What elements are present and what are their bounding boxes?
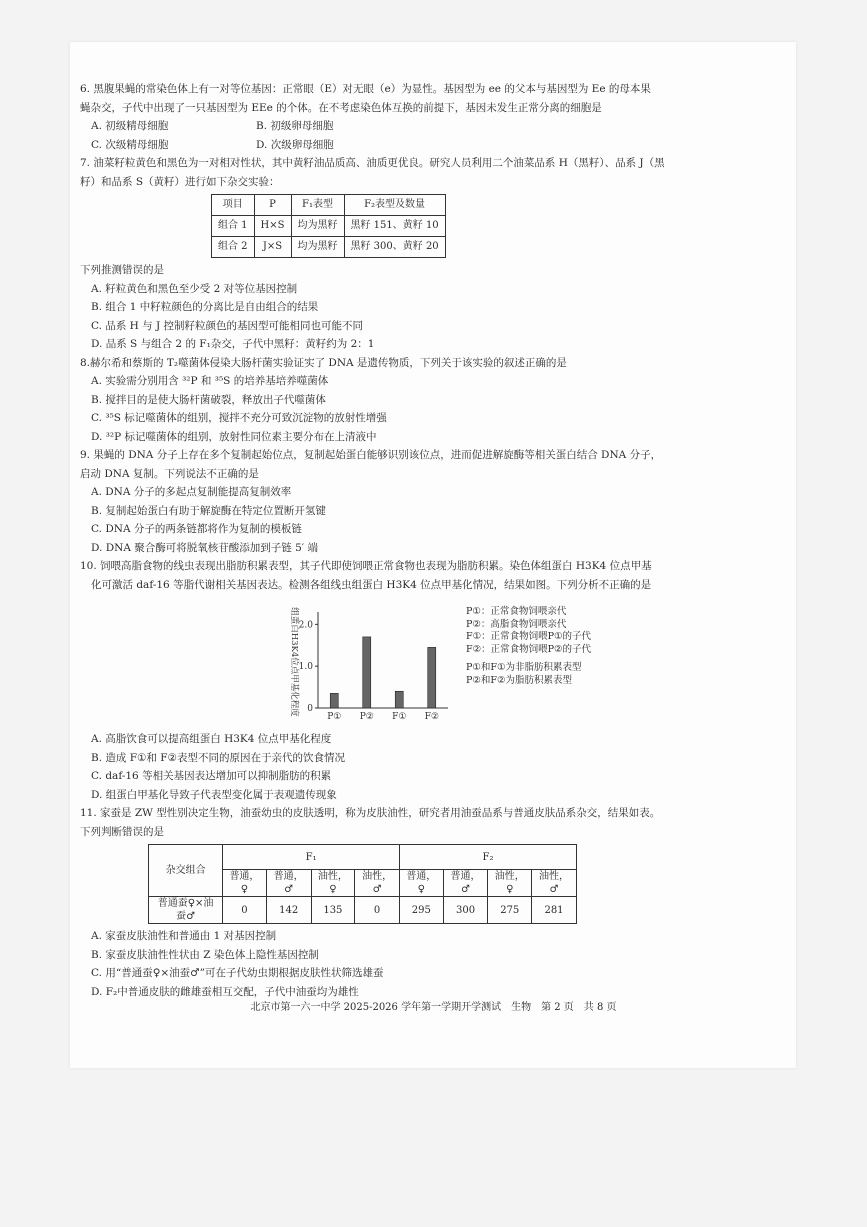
table-cell: 组合 1: [212, 216, 255, 237]
table-cell: 黑籽 300、黄籽 20: [344, 237, 445, 258]
q10-legend: [466, 606, 591, 687]
table-cell: 0: [355, 897, 400, 924]
x-tick-label: F②: [424, 712, 439, 722]
legend-line: P①和F①为非脂肪积累表型: [466, 662, 582, 673]
table-cell: H×S: [254, 216, 291, 237]
q11-table-header: [149, 845, 577, 870]
y-tick-label: 0: [307, 704, 313, 714]
q6-option-c: C. 次级精母细胞: [91, 138, 169, 151]
q6-options-row2: [80, 136, 730, 155]
table-row: [212, 237, 446, 258]
q11-option-a: A. 家蚕皮肤油性和普通由 1 对基因控制: [91, 930, 277, 942]
q9-stem-line1: 9. 果蝇的 DNA 分子上存在多个复制起始位点，复制起始蛋白能够识别该位点，进而促进解旋酶等相关蛋白结合 DNA 分子，: [80, 449, 662, 461]
q10-stem-line1: 10. 饲喂高脂食物的线虫表现出脂肪积累表型，其子代即使饲喂正常食物也表现为脂肪积累。染色体组蛋白 H3K4 位点甲基: [80, 560, 652, 572]
q6-stem-line1: 6. 黑腹果蝇的常染色体上有一对等位基因：正常眼（E）对无眼（e）为显性。基因型为 ee 的父本与基因型为 Ee 的母本果: [80, 83, 651, 95]
x-tick-label: F①: [392, 712, 407, 722]
q8-stem: 8.赫尔希和蔡斯的 T₂噬菌体侵染大肠杆菌实验证实了 DNA 是遗传物质，下列关于该实验的叙述正确的是: [80, 356, 567, 369]
table-cell: 普通蚕♀×油蚕♂: [149, 897, 223, 924]
bar: [395, 691, 403, 708]
q7-th-item: 项目: [212, 195, 255, 216]
q8-option-a: A. 实验需分别用含 ³²P 和 ³⁵S 的培养基培养噬菌体: [91, 375, 329, 387]
q11-th-group: 杂交组合: [149, 845, 223, 897]
q11-th-f1: F₁: [223, 845, 400, 870]
q9-stem-line2: 启动 DNA 复制。下列说法不正确的是: [80, 467, 259, 480]
q11-stem-line2: 下列判断错误的是: [80, 825, 164, 838]
table-cell: 组合 2: [212, 237, 255, 258]
q11-option-c: C. 用“普通蚕♀×油蚕♂”可在子代幼虫期根据皮肤性状筛选雄蚕: [91, 967, 384, 979]
q7-after: 下列推测错误的是: [80, 264, 164, 276]
q7-option-a: A. 籽粒黄色和黑色至少受 2 对等位基因控制: [91, 282, 298, 295]
q6-option-d: D. 次级卵母细胞: [256, 138, 334, 151]
q9-option-b: B. 复制起始蛋白有助于解旋酶在特定位置断开氢键: [91, 504, 326, 517]
table-cell: 油性，♂: [355, 870, 400, 897]
q10-stem-line2: 化可激活 daf-16 等脂代谢相关基因表达。检测各组线虫组蛋白 H3K4 位点甲基化情况，结果如图。下列分析不正确的是: [91, 578, 652, 591]
table-cell: 油性，♂: [532, 870, 577, 897]
q7-option-d: D. 品系 S 与组合 2 的 F₁杂交，子代中黑籽：黄籽约为 2：1: [91, 338, 375, 350]
table-cell: 0: [223, 897, 267, 924]
table-row: [212, 216, 446, 237]
table-cell: 普通，♂: [266, 870, 311, 897]
x-tick-label: P①: [327, 712, 342, 722]
q7-stem-line1: 7. 油菜籽粒黄色和黑色为一对相对性状，其中黄籽油品质高、油质更优良。研究人员利用二个油菜品系 H（黑籽）、品系 J（黑: [80, 157, 665, 169]
q11-option-d: D. F₂中普通皮肤的雌雄蚕相互交配，子代中油蚕均为雄性: [91, 985, 359, 998]
q7-th-p: P: [254, 195, 291, 216]
q10-option-d: D. 组蛋白甲基化导致子代表型变化属于表观遗传现象: [91, 788, 337, 801]
methylation-bar-chart: [80, 598, 460, 728]
table-cell: 281: [532, 897, 577, 924]
q11-table: [148, 844, 577, 924]
exam-content: [80, 80, 730, 1001]
table-cell: 油性，♀: [311, 870, 355, 897]
q7-th-f2: F₂表型及数量: [344, 195, 445, 216]
table-cell: 均为黑籽: [291, 237, 344, 258]
q7-option-b: B. 组合 1 中籽粒颜色的分离比是自由组合的结果: [91, 301, 319, 313]
table-cell: 295: [400, 897, 444, 924]
q7-option-c: C. 品系 H 与 J 控制籽粒颜色的基因型可能相同也可能不同: [91, 319, 364, 332]
table-cell: 黑籽 151、黄籽 10: [344, 216, 445, 237]
table-cell: 135: [311, 897, 355, 924]
q7-table-header: [212, 195, 446, 216]
q7-stem-line2: 籽）和品系 S（黄籽）进行如下杂交实验：: [80, 175, 280, 188]
bar: [363, 637, 371, 708]
q9-option-c: C. DNA 分子的两条链都将作为复制的模板链: [91, 523, 302, 535]
y-axis-label: 组蛋白H3K4位点甲基化程度: [289, 607, 299, 717]
q6-option-b: B. 初级卵母细胞: [256, 120, 334, 132]
bar: [428, 647, 436, 708]
y-tick-label: 1.0: [298, 662, 313, 673]
q10-option-a: A. 高脂饮食可以提高组蛋白 H3K4 位点甲基化程度: [91, 733, 332, 745]
table-cell: J×S: [254, 237, 291, 258]
legend-line: F②：正常食物饲喂P②的子代: [466, 643, 592, 655]
q8-option-d: D. ³²P 标记噬菌体的组别，放射性同位素主要分布在上清液中: [91, 430, 377, 443]
y-tick-label: 2.0: [298, 620, 313, 631]
q11-stem-line1: 11. 家蚕是 ZW 型性别决定生物，油蚕幼虫的皮肤透明，称为皮肤油性，研究者用油蚕品系与普通皮肤品系杂交，结果如表。: [80, 807, 661, 819]
page-footer: 北京市第一六一中学 2025-2026 学年第一学期开学测试 生物 第 2 页 共 8 页: [250, 1002, 617, 1013]
q10-option-c: C. daf-16 等相关基因表达增加可以抑制脂肪的积累: [91, 770, 332, 782]
q6-stem-line2: 蝇杂交，子代中出现了一只基因型为 EEe 的个体。在不考虑染色体互换的前提下，基因未发生正常分离的细胞是: [80, 101, 602, 114]
q7-table: [211, 194, 446, 258]
legend-line: P①：正常食物饲喂亲代: [466, 606, 567, 617]
q9-option-a: A. DNA 分子的多起点复制能提高复制效率: [91, 486, 292, 498]
table-cell: 均为黑籽: [291, 216, 344, 237]
q8-option-c: C. ³⁵S 标记噬菌体的组别，搅拌不充分可致沉淀物的放射性增强: [91, 412, 387, 424]
q6-options-row1: [80, 117, 730, 136]
table-cell: 275: [488, 897, 532, 924]
legend-line: F①：正常食物饲喂P①的子代: [466, 631, 592, 642]
table-cell: 普通，♀: [223, 870, 267, 897]
x-tick-label: P②: [359, 712, 374, 722]
table-cell: 普通，♀: [400, 870, 444, 897]
q11-option-b: B. 家蚕皮肤油性性状由 Z 染色体上隐性基因控制: [91, 948, 319, 961]
q10-figure: [80, 598, 730, 728]
q6-option-a: A. 初级精母细胞: [91, 120, 169, 132]
table-cell: 油性，♀: [488, 870, 532, 897]
q9-option-d: D. DNA 聚合酶可将脱氧核苷酸添加到子链 5′ 端: [91, 541, 318, 554]
q8-option-b: B. 搅拌目的是使大肠杆菌破裂，释放出子代噬菌体: [91, 393, 326, 406]
q7-th-f1: F₁表型: [291, 195, 344, 216]
legend-line: P②：高脂食物饲喂亲代: [466, 618, 567, 630]
table-cell: 142: [266, 897, 311, 924]
table-cell: 300: [443, 897, 488, 924]
q11-th-f2: F₂: [400, 845, 577, 870]
table-cell: 普通，♂: [443, 870, 488, 897]
table-row: [149, 897, 577, 924]
legend-line: P②和F②为脂肪积累表型: [466, 674, 573, 686]
q10-option-b: B. 造成 F①和 F②表型不同的原因在于亲代的饮食情况: [91, 751, 345, 764]
bar: [330, 693, 338, 708]
